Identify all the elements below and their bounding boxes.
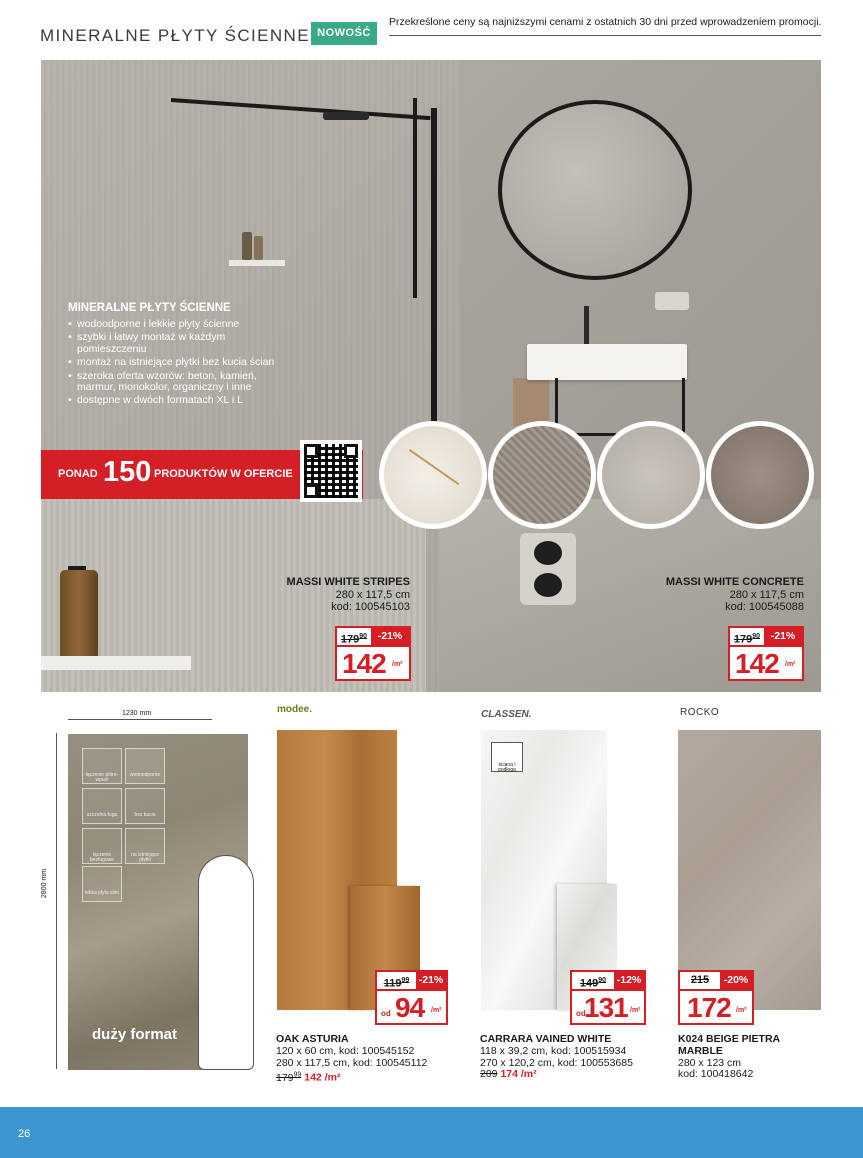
brand-logo-rocko: ROCKO: [680, 707, 720, 718]
hero-info: [68, 302, 278, 409]
price: 131: [584, 992, 628, 1023]
product-line: kod: 100418642: [678, 1068, 754, 1081]
swatch-marble: [379, 421, 487, 529]
product-line: 280 x 117,5 cm, kod: 100545112: [276, 1056, 428, 1069]
product-code: kod: 100545088: [725, 601, 804, 613]
product-name: MASSI WHITE STRIPES: [286, 576, 410, 588]
discount-badge: -12%: [614, 972, 644, 989]
feature-item: • montaż na istniejące płytki bez kucia ścian: [68, 357, 278, 368]
promo-post: PRODUKTÓW W OFERCIE: [154, 468, 293, 480]
swatch-weave: [488, 421, 596, 529]
price-from: od: [381, 1009, 391, 1018]
round-mirror: [498, 100, 692, 280]
big-format-label: duży format: [92, 1026, 178, 1043]
product-line: 120 x 60 cm, kod: 100545152: [276, 1044, 415, 1057]
width-dimension-line: [68, 719, 212, 720]
qr-code[interactable]: [300, 440, 362, 502]
shower-pipe: [413, 98, 417, 298]
header-divider: [389, 35, 821, 36]
jointless-icon: łączenie bezfugowe: [82, 828, 122, 864]
product-size: 280 x 117,5 cm: [335, 588, 410, 601]
product-info: [640, 576, 804, 614]
old-price: $119^{99}$: [383, 977, 410, 990]
price: 172: [687, 992, 731, 1023]
product-line: 270 x 120,2 cm, kod: 100553685: [480, 1056, 633, 1069]
washbasin: [527, 344, 687, 380]
page-footer: [0, 1107, 863, 1158]
old-price: $179^{90}$: [340, 633, 368, 646]
caption-new-price: 174 /m²: [500, 1068, 537, 1081]
shower-head: [323, 112, 369, 120]
bottle: [242, 232, 252, 260]
product-name: OAK ASTURIA: [276, 1033, 349, 1045]
height-dimension-line: [56, 733, 57, 1069]
feature-item: • szeroka oferta wzorów: beton, kamień, marmur, monokolor, organiczny i inne: [68, 371, 278, 394]
slim-panel-icon: lekka płyta slim: [82, 866, 122, 902]
product-name: MASSI WHITE CONCRETE: [665, 576, 804, 588]
old-price: $149^{90}$: [579, 977, 607, 990]
tongue-groove-icon: łączenie pióro-wpust: [82, 748, 122, 784]
promo-pre: PONAD: [58, 468, 98, 480]
product-caption: [276, 1034, 456, 1085]
price-box: [335, 626, 411, 681]
price: 142: [342, 648, 386, 679]
price-box: [728, 626, 804, 681]
product-caption: [678, 1034, 818, 1081]
product-name: K024 BEIGE PIETRA: [678, 1033, 781, 1045]
product-code: kod: 100545103: [331, 601, 410, 613]
brand-logo-modee: modee.: [277, 704, 313, 715]
discount-badge: -21%: [764, 628, 802, 645]
price-unit: /m²: [392, 661, 403, 668]
product-info: [250, 576, 410, 614]
feature-list: [68, 319, 278, 407]
faucet: [584, 306, 589, 346]
product-size: 280 x 117,5 cm: [729, 588, 804, 601]
promo-number: 150: [103, 456, 152, 488]
old-price: $179^{90}$: [733, 633, 761, 646]
product-name: CARRARA VAINED WHITE: [480, 1033, 612, 1045]
towel: [513, 378, 549, 426]
feature-item: • wodoodporne i lekkie płyty ścienne: [68, 319, 278, 330]
waterproof-icon: wodoodporne: [125, 748, 165, 784]
soap-dispenser: [60, 570, 98, 658]
price: 142: [735, 648, 779, 679]
page-number: 26: [18, 1128, 31, 1140]
shower-shelf: [229, 260, 285, 266]
height-dimension: 2800 mm: [41, 868, 49, 899]
new-badge: NOWOŚĆ: [311, 22, 377, 45]
feature-item: • dostępne w dwóch formatach XL i L: [68, 395, 278, 406]
swatch-leaves: [706, 421, 814, 529]
bottle: [254, 236, 263, 260]
price-box: [570, 970, 646, 1025]
feature-item: • szybki i łatwy montaż w każdym pomieszczeniu: [68, 332, 278, 355]
caption-old-price: 209: [480, 1068, 498, 1081]
old-price: 215: [690, 974, 710, 986]
width-dimension: 1230 mm: [122, 710, 152, 717]
discount-badge: -21%: [371, 628, 409, 645]
shelf-tray: [41, 656, 191, 670]
wall-socket: [520, 533, 576, 605]
price-unit: /m²: [431, 1007, 442, 1014]
price-unit: /m²: [630, 1007, 641, 1014]
product-line: 280 x 123 cm: [678, 1056, 742, 1069]
wall-floor-icon: ściana i podłoga: [491, 742, 523, 772]
caption-price: [276, 1069, 456, 1084]
price-unit: /m²: [785, 661, 796, 668]
wall-socket: [655, 292, 689, 310]
hero-heading: MINERALNE PŁYTY ŚCIENNE: [68, 302, 231, 314]
price-note: Przekreślone ceny są najniższymi cenami z ostatnich 30 dni przed wprowadzeniem promocji.: [389, 16, 822, 28]
person-silhouette-icon: [198, 855, 254, 1070]
brand-logo-classen: CLASSEN.: [481, 709, 532, 720]
discount-badge: -21%: [416, 972, 446, 989]
price-box: [678, 970, 754, 1025]
caption-new-price: 142 /m²: [304, 1071, 341, 1084]
on-tiles-icon: na istniejące płytki: [125, 828, 165, 864]
price-box: [375, 970, 448, 1025]
beige-marble-tile: [678, 730, 821, 1010]
product-name: MARBLE: [678, 1044, 723, 1057]
price: 94: [395, 992, 425, 1023]
price-unit: /m²: [736, 1007, 747, 1014]
swatch-concrete: [597, 421, 705, 529]
product-caption: [480, 1034, 660, 1081]
tight-joint-icon: szczelna fuga: [82, 788, 122, 824]
price-from: od: [576, 1009, 586, 1018]
no-chiselling-icon: bez kucia: [125, 788, 165, 824]
caption-old-price: $179^{99}$: [276, 1071, 302, 1084]
caption-price: [480, 1069, 660, 1081]
discount-badge: -20%: [720, 972, 752, 989]
page-title: MINERALNE PŁYTY ŚCIENNE: [40, 26, 310, 45]
product-line: 118 x 39,2 cm, kod: 100515934: [480, 1044, 627, 1057]
